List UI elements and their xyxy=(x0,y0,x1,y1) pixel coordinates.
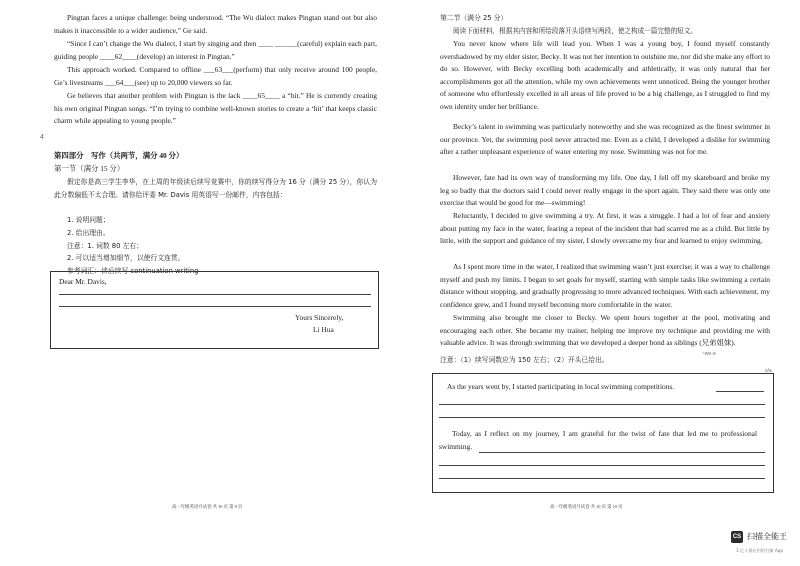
answer-line xyxy=(716,391,764,392)
story-paragraph: As I spent more time in the water, I realized that swimming wasn’t just exercise; it was a way to challenge myself and push my limits. I began to set goals for myself, starting with simple tasks like swimming a certain distance without stopping, and gradually progressing to more advanced techniques. With each achievement, my confidence grew, and I found myself becoming more comfortable in the water. xyxy=(440,262,770,309)
handwritten-mark: ~wo·e xyxy=(702,351,716,357)
writing-section xyxy=(54,150,379,176)
letter-answer-box[interactable] xyxy=(50,271,379,349)
handwritten-mark: x/a xyxy=(765,368,772,374)
answer-line xyxy=(479,452,765,453)
subsection-title: 第一节（满分 15 分） xyxy=(54,163,125,173)
passage-paragraph: Ge believes that another problem with Pingtan is the lack ____65____ a “hit.” He is currently creating his own original Pingtan songs. “I’m trying to combine well-known stories to create a ‘hit’ that keeps classic charm while appealing to young people.” xyxy=(54,91,377,126)
section-title: 第二节（满分 25 分） xyxy=(440,14,508,22)
writing-prompt: 假定你是高三学生李华，在上周的年级读后续写竞赛中，你的续写得分为 16 分（满分 25 分），你认为此分数偏低不太合理。请你给评委 Mr. Davis 用英语写一份邮件，内容包括： xyxy=(54,178,377,199)
page-footer: 高一年级英语月试卷 共 10 页 第 9 页 xyxy=(172,504,243,509)
scanner-logo-icon: CS xyxy=(731,531,743,543)
scanner-tagline: 3 亿人都在用的扫描 App xyxy=(736,548,784,553)
page-footer: 高一年级英语月试卷 共 10 页 第 10 页 xyxy=(550,504,623,509)
scanner-app-name: 扫描全能王 xyxy=(747,532,787,541)
answer-line xyxy=(59,306,371,307)
story-paragraph: Reluctantly, I decided to give swimming a try. At first, it was a struggle. I had a lot of fear and anxiety about putting my face in the water, fearing a repeat of the incident that had scarred me as a child. But little by little, with the support and guidance of my sister, I slowly overcame my fear and learned to enjoy swimming. xyxy=(440,211,770,246)
right-page xyxy=(400,0,800,566)
continuation-note: 注意：（1）续写词数应为 150 左右；（2）开头已给出。 xyxy=(440,356,609,364)
notes-2: 2. 可以适当增加细节，以使行文连贯。 xyxy=(67,254,185,263)
prompt-details xyxy=(67,214,377,278)
answer-line xyxy=(439,417,765,418)
passage-paragraph: Pingtan faces a unique challenge: being understood. “The Wu dialect makes Pingtan stand out but also makes it inaccessible to a wider audience,” Ge said. xyxy=(54,13,377,35)
vocab-reference: 参考词汇：读后续写 continuation writing xyxy=(67,267,199,276)
letter-signature: Li Hua xyxy=(313,325,334,334)
instruction-paragraph: 阅读下面材料，根据其内容和所给段落开头语续写两段，使之构成一篇完整的短文。 xyxy=(453,27,697,35)
story-paragraph: Swimming also brought me closer to Becky. We spent hours together at the pool, motivating and encouraging each other. She became my trainer, helping me improve my technique and providing me with valuable advice. It was through swimming that we developed a deeper bond as siblings (兄弟姐妹). xyxy=(440,313,770,348)
letter-closing: Yours Sincerely, xyxy=(295,313,344,322)
answer-line xyxy=(59,294,371,295)
story-paragraph: You never know where life will lead you. When I was a young boy, I found myself constantly overshadowed by my elder sister, Becky. It was not her intention to outshine me, nor did she make any effort to do so. However, with Becky excelling both academically and athletically, it was only natural that her accomplishments got all the attention, while my own achievements went unnoticed. Being the younger brother of someone who effortlessly excelled in all areas of life proved to be a big challenge, as I struggled to find my own identity under her brilliance. xyxy=(440,39,770,111)
passage-paragraph: “Since I can’t change the Wu dialect, I start by singing and then ____ ______(careful) explain each part, guiding people ____62____(develop) an interest in Pingtan.” xyxy=(54,39,377,61)
story-paragraph: However, fate had its own way of transforming my life. One day, I fell off my skateboard and broke my leg so badly that the doctors said I could never really engage in the sport again. They said there was only one exercise that would be good for me—swimming! xyxy=(440,173,770,208)
answer-line xyxy=(439,465,765,466)
point-1: 1. 说明问题； xyxy=(67,216,110,224)
paragraph-starter-1: As the years went by, I started participating in local swimming competitions. xyxy=(447,382,675,391)
continuation-answer-box[interactable] xyxy=(432,373,774,493)
paragraph-starter-2: Today, as I reflect on my journey, I am grateful for the twist of fate that led me to professional swimming. xyxy=(439,429,757,451)
notes-1: 注意：1. 词数 80 左右； xyxy=(67,241,143,250)
margin-mark: 4 xyxy=(40,134,44,141)
letter-greeting: Dear Mr. Davis, xyxy=(59,277,107,286)
answer-line xyxy=(439,478,765,479)
section-title: 第四部分 写作（共两节，满分 40 分） xyxy=(54,151,184,160)
answer-line xyxy=(439,404,765,405)
point-2: 2. 给出理由。 xyxy=(67,228,110,237)
story-paragraph: Becky’s talent in swimming was particularly noteworthy and she was recognized as the finest swimmer in our province. Yet, the swimming pool never attracted me. Even as a child, I developed a dislike for swimming after a rather unpleasant experience of water entering my nose. Swimming was not for me. xyxy=(440,122,770,157)
passage-paragraph: This approach worked. Compared to offline ___63___(perform) that only receive around 100 people, Ge’s livestreams ___64___(see) up to 20,000 viewers so far. xyxy=(54,65,377,87)
